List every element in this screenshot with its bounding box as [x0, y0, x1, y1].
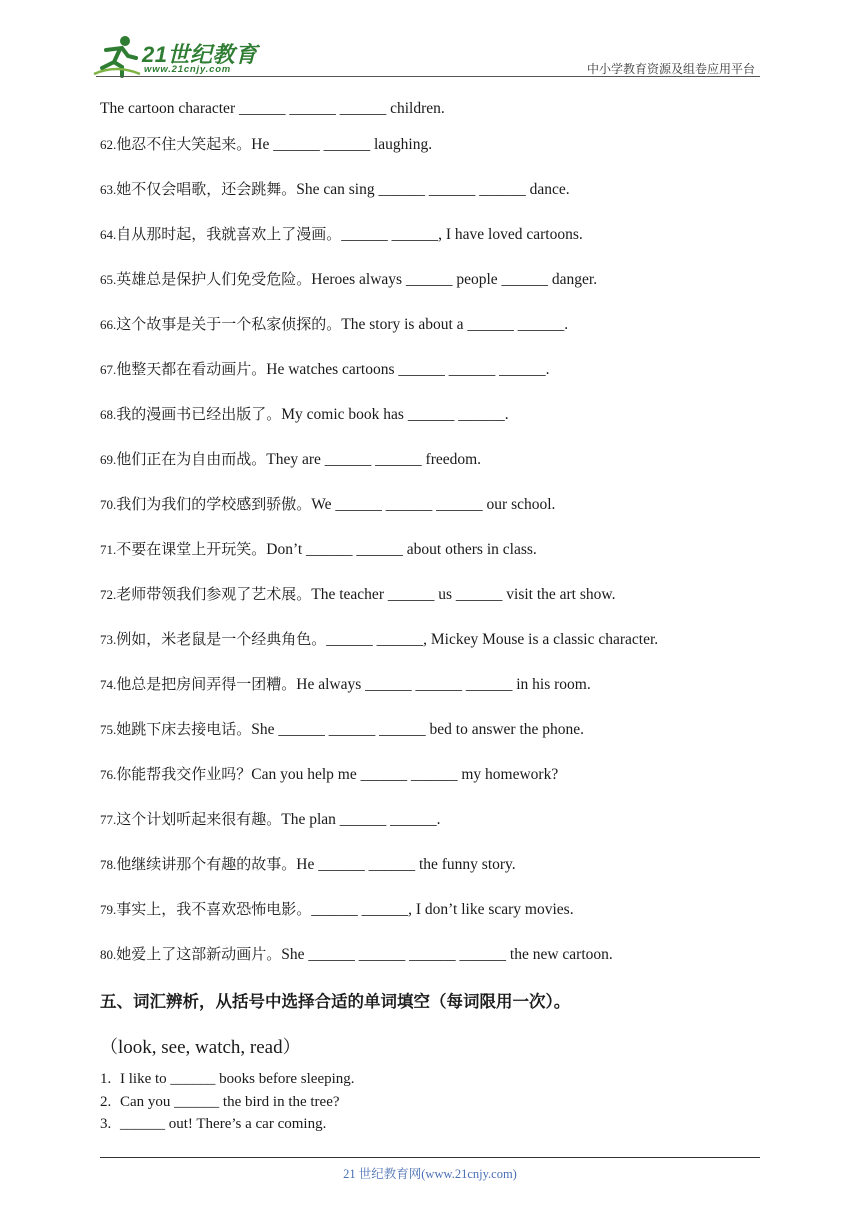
question-row	[100, 628, 658, 651]
question-number: 69.	[100, 452, 117, 467]
question-number: 62.	[100, 137, 117, 152]
sub-question	[100, 1092, 340, 1112]
question-row	[100, 223, 583, 246]
section-5-title: 五、词汇辨析，从括号中选择合适的单词填空（每词限用一次）。	[100, 992, 571, 1011]
question-row	[100, 763, 558, 786]
question-chinese: 他继续讲那个有趣的故事。	[116, 855, 297, 873]
question-english[interactable]: Can you help me ______ ______ my homework?	[251, 766, 559, 783]
sub-question-text: ______ out! There’s a car coming.	[120, 1116, 327, 1132]
sub-question-text: I like to ______ books before sleeping.	[120, 1071, 355, 1087]
question-number: 71.	[100, 542, 117, 557]
question-english[interactable]: He watches cartoons ______ ______ ______.	[266, 361, 550, 378]
question-row	[100, 448, 481, 471]
question-chinese: 老师带领我们参观了艺术展。	[116, 585, 312, 603]
question-number: 68.	[100, 407, 117, 422]
question-number: 79.	[100, 902, 117, 917]
question-english[interactable]: He ______ ______ the funny story.	[296, 856, 516, 873]
question-chinese: 自从那时起，我就喜欢上了漫画。	[116, 225, 342, 243]
question-row	[100, 718, 584, 741]
question-chinese: 你能帮我交作业吗？	[116, 765, 252, 783]
question-number: 64.	[100, 227, 117, 242]
question-english[interactable]: She can sing ______ ______ ______ dance.	[296, 181, 570, 198]
question-chinese: 例如，米老鼠是一个经典角色。	[116, 630, 327, 648]
question-row	[100, 808, 441, 831]
question-english[interactable]: The teacher ______ us ______ visit the art show.	[311, 586, 616, 603]
question-chinese: 我们为我们的学校感到骄傲。	[116, 495, 312, 513]
question-chinese: 他们正在为自由而战。	[116, 450, 267, 468]
question-row	[100, 403, 509, 426]
question-chinese: 事实上，我不喜欢恐怖电影。	[116, 900, 312, 918]
page-footer[interactable]: 21 世纪教育网(www.21cnjy.com)	[343, 1167, 517, 1181]
word-bank-close-paren: ）	[282, 1037, 301, 1058]
question-row	[100, 673, 591, 696]
question-number: 63.	[100, 182, 117, 197]
question-row	[100, 853, 516, 876]
question-english[interactable]: The cartoon character ______ ______ ______ children.	[100, 100, 445, 117]
question-english[interactable]: He always ______ ______ ______ in his room.	[296, 676, 591, 693]
question-row	[100, 133, 432, 156]
question-english[interactable]: They are ______ ______ freedom.	[266, 451, 482, 468]
question-english[interactable]: She ______ ______ ______ ______ the new cartoon.	[281, 946, 613, 963]
question-chinese: 他忍不住大笑起来。	[116, 135, 252, 153]
question-english[interactable]: ______ ______, I don’t like scary movies.	[311, 901, 574, 918]
question-chinese: 她不仅会唱歌，还会跳舞。	[116, 180, 297, 198]
question-number: 75.	[100, 722, 117, 737]
word-bank-open-paren: （	[100, 1037, 118, 1058]
sub-question	[100, 1069, 355, 1089]
question-number: 76.	[100, 767, 117, 782]
question-english[interactable]: He ______ ______ laughing.	[251, 136, 433, 153]
question-english[interactable]: My comic book has ______ ______.	[281, 406, 509, 423]
question-number: 67.	[100, 362, 117, 377]
runner-logo-icon	[92, 34, 142, 78]
question-english[interactable]: We ______ ______ ______ our school.	[311, 496, 556, 513]
question-number: 78.	[100, 857, 117, 872]
question-chinese: 她跳下床去接电话。	[116, 720, 252, 738]
question-row	[100, 538, 537, 561]
question-row	[100, 358, 550, 381]
question-number: 80.	[100, 947, 117, 962]
question-chinese: 我的漫画书已经出版了。	[116, 405, 282, 423]
sub-question-number: 2.	[100, 1094, 112, 1110]
question-row	[100, 493, 555, 516]
logo-url: www.21cnjy.com	[144, 64, 232, 75]
question-chinese: 她爱上了这部新动画片。	[116, 945, 282, 963]
platform-name: 中小学教育资源及组卷应用平台	[586, 62, 755, 76]
question-english[interactable]: ______ ______, I have loved cartoons.	[341, 226, 583, 243]
question-number: 72.	[100, 587, 117, 602]
question-row	[100, 268, 597, 291]
site-logo[interactable]	[92, 34, 262, 78]
sub-question-text: Can you ______ the bird in the tree?	[120, 1094, 340, 1110]
word-bank	[100, 1033, 301, 1059]
question-number: 66.	[100, 317, 117, 332]
question-english[interactable]: Don’t ______ ______ about others in class.	[266, 541, 537, 558]
question-english[interactable]: ______ ______, Mickey Mouse is a classic character.	[326, 631, 659, 648]
question-english[interactable]: The story is about a ______ ______.	[341, 316, 569, 333]
logo-text: 21世纪教育	[142, 42, 258, 67]
question-row	[100, 583, 615, 606]
question-english[interactable]: Heroes always ______ people ______ danger.	[311, 271, 598, 288]
question-english[interactable]: She ______ ______ ______ bed to answer the phone.	[251, 721, 585, 738]
question-number: 74.	[100, 677, 117, 692]
question-number: 65.	[100, 272, 117, 287]
question-row	[100, 178, 570, 201]
question-row	[100, 98, 445, 120]
question-number: 77.	[100, 812, 117, 827]
question-row	[100, 313, 568, 336]
question-row	[100, 898, 574, 921]
word-bank-words: look, see, watch, read	[118, 1037, 283, 1058]
sub-question-number: 3.	[100, 1116, 112, 1132]
sub-question-number: 1.	[100, 1071, 112, 1087]
question-chinese: 他整天都在看动画片。	[116, 360, 267, 378]
question-number: 70.	[100, 497, 117, 512]
question-chinese: 这个计划听起来很有趣。	[116, 810, 282, 828]
footer-divider	[100, 1157, 760, 1158]
question-chinese: 英雄总是保护人们免受危险。	[116, 270, 312, 288]
question-number: 73.	[100, 632, 117, 647]
sub-question	[100, 1114, 326, 1134]
question-row	[100, 943, 613, 966]
question-chinese: 不要在课堂上开玩笑。	[116, 540, 267, 558]
question-english[interactable]: The plan ______ ______.	[281, 811, 441, 828]
question-chinese: 这个故事是关于一个私家侦探的。	[116, 315, 342, 333]
page-header	[0, 0, 860, 80]
header-divider	[96, 76, 760, 77]
question-chinese: 他总是把房间弄得一团糟。	[116, 675, 297, 693]
